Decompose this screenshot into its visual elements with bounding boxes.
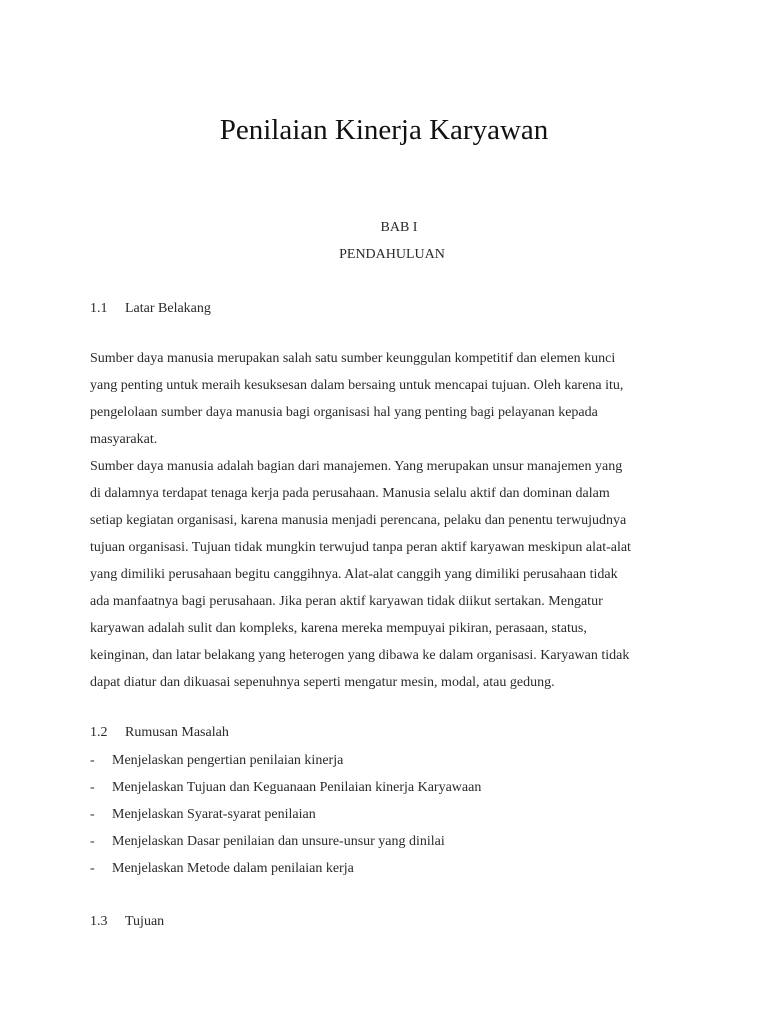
problem-list	[90, 747, 690, 882]
paragraph-line: masyarakat.	[90, 432, 158, 447]
document-title: Penilaian Kinerja Karyawan	[219, 114, 549, 146]
paragraph-line: Sumber daya manusia merupakan salah satu sumber keunggulan kompetitif dan elemen kunci	[90, 351, 616, 366]
section-heading-rumusan-masalah	[90, 723, 229, 743]
paragraph-line: dapat diatur dan dikuasai sepenuhnya seperti mengatur mesin, modal, atau gedung.	[90, 675, 555, 690]
section-heading-latar-belakang	[90, 299, 211, 319]
paragraph-line: pengelolaan sumber daya manusia bagi organisasi hal yang penting bagi pelayanan kepada	[90, 405, 598, 420]
section-title: Rumusan Masalah	[125, 725, 229, 740]
section-number: 1.1	[90, 301, 108, 316]
bullet-marker: -	[90, 780, 95, 795]
paragraph-1	[90, 345, 690, 453]
section-heading-tujuan	[90, 912, 164, 932]
list-item-text: Menjelaskan Syarat-syarat penilaian	[112, 807, 316, 822]
paragraph-line: ada manfaatnya bagi perusahaan. Jika peran aktif karyawan tidak diikut sertakan. Mengatur	[90, 594, 603, 609]
chapter-title: PENDAHULUAN	[339, 247, 445, 262]
paragraph-line: di dalamnya terdapat tenaga kerja pada perusahaan. Manusia selalu aktif dan dominan dalam	[90, 486, 610, 501]
section-number: 1.3	[90, 914, 108, 929]
list-item-text: Menjelaskan pengertian penilaian kinerja	[112, 753, 344, 768]
list-item-text: Menjelaskan Tujuan dan Keguanaan Penilaian kinerja Karyawaan	[112, 780, 482, 795]
bullet-marker: -	[90, 753, 95, 768]
paragraph-line: yang dimiliki perusahaan begitu canggihnya. Alat-alat canggih yang dimiliki perusahaan tidak	[90, 567, 618, 582]
list-item	[90, 747, 690, 774]
paragraph-line: Sumber daya manusia adalah bagian dari manajemen. Yang merupakan unsur manajemen yang	[90, 459, 623, 474]
paragraph-line: karyawan adalah sulit dan kompleks, karena mereka mempuyai pikiran, perasaan, status,	[90, 621, 587, 636]
list-item	[90, 801, 690, 828]
chapter-label: BAB I	[380, 220, 418, 235]
bullet-marker: -	[90, 807, 95, 822]
list-item	[90, 855, 690, 882]
list-item	[90, 828, 690, 855]
list-item-text: Menjelaskan Dasar penilaian dan unsure-unsur yang dinilai	[112, 834, 445, 849]
list-item	[90, 774, 690, 801]
paragraph-line: yang penting untuk meraih kesuksesan dalam bersaing untuk mencapai tujuan. Oleh karena itu,	[90, 378, 624, 393]
section-number: 1.2	[90, 725, 108, 740]
section-title: Latar Belakang	[125, 301, 211, 316]
paragraph-line: keinginan, dan latar belakang yang heterogen yang dibawa ke dalam organisasi. Karyawan tidak	[90, 648, 630, 663]
bullet-marker: -	[90, 861, 95, 876]
paragraph-2	[90, 453, 690, 696]
paragraph-line: setiap kegiatan organisasi, karena manusia menjadi perencana, pelaku dan penentu terwujudnya	[90, 513, 627, 528]
list-item-text: Menjelaskan Metode dalam penilaian kerja	[112, 861, 354, 876]
paragraph-line: tujuan organisasi. Tujuan tidak mungkin terwujud tanpa peran aktif karyawan meskipun alat-alat	[90, 540, 631, 555]
bullet-marker: -	[90, 834, 95, 849]
section-title: Tujuan	[125, 914, 165, 929]
